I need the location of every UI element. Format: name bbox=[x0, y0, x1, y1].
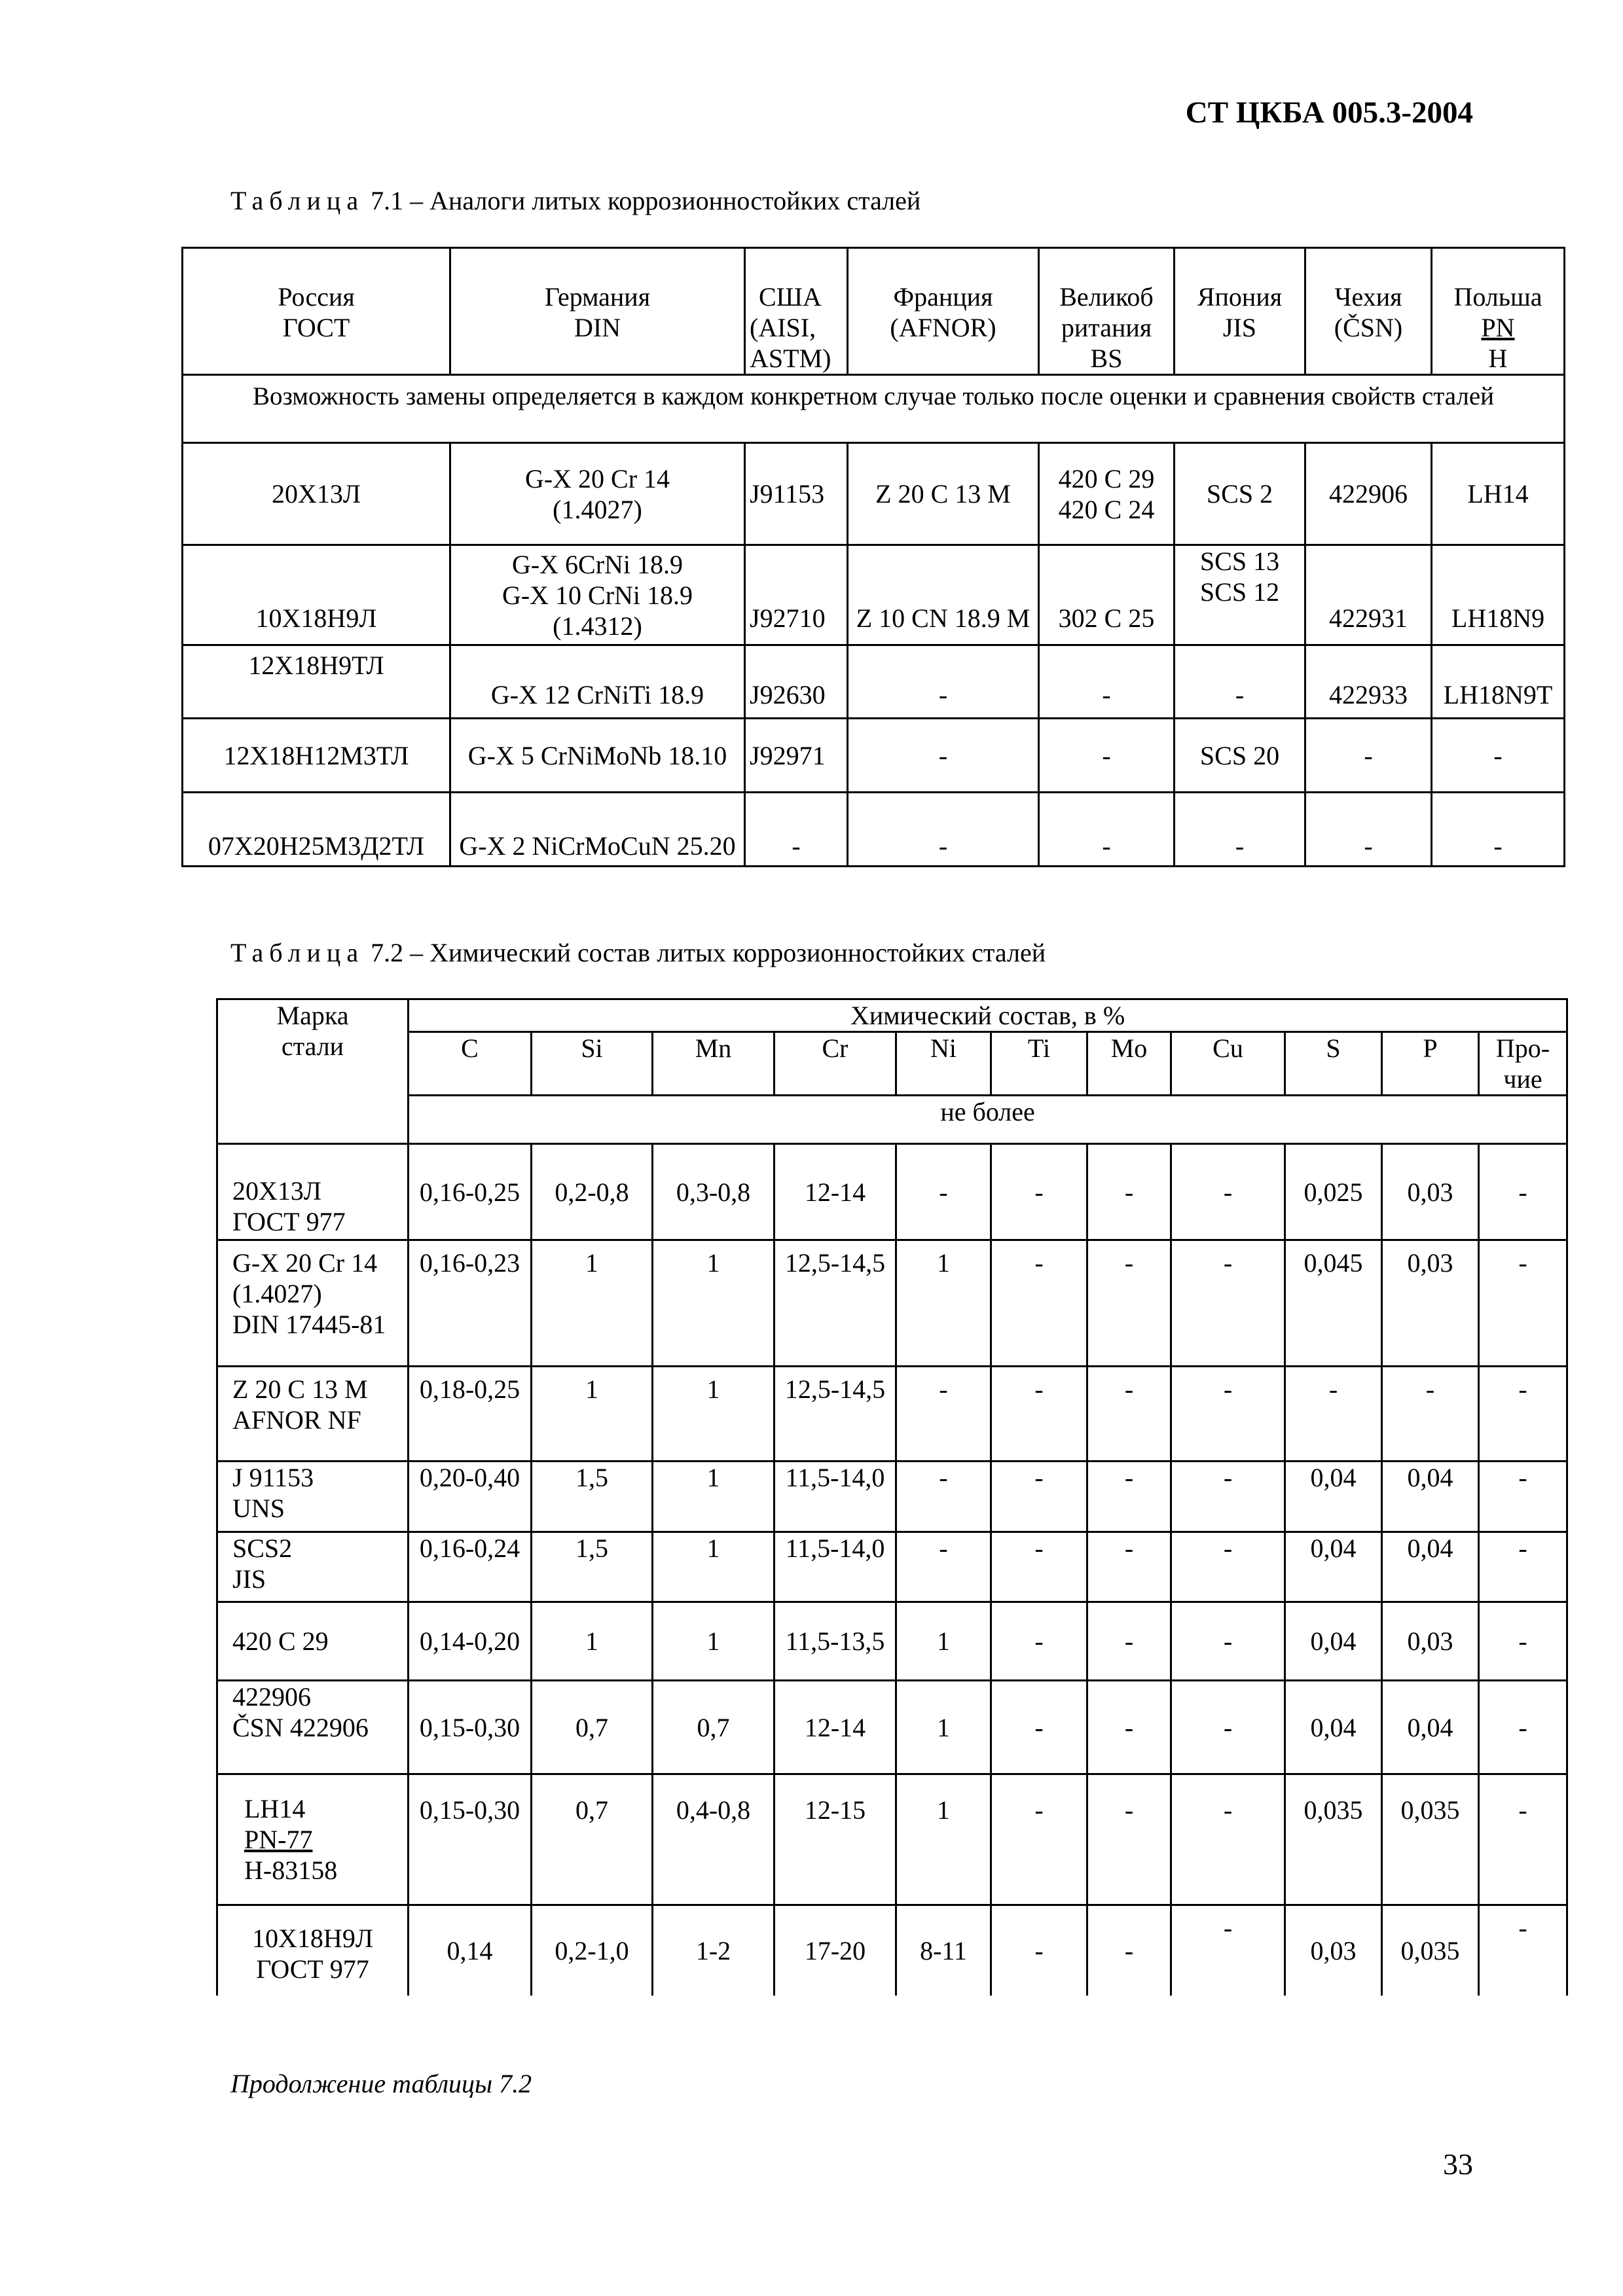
continuation-note: Продолжение таблицы 7.2 bbox=[230, 2069, 532, 2098]
table-row: 12Х18Н12М3ТЛ G-X 5 CrNiMoNb 18.10 J92971 - - SCS 20 - - bbox=[183, 719, 1565, 793]
table-note-row bbox=[183, 375, 1565, 443]
header-usa: США (AISI, ASTM) bbox=[745, 248, 848, 375]
header-poland: Польша PN H bbox=[1432, 248, 1565, 375]
element-mo: Mo bbox=[1087, 1032, 1171, 1096]
header-czech: Чехия (ČSN) bbox=[1305, 248, 1432, 375]
element-cr: Cr bbox=[775, 1032, 896, 1096]
table-row: 420 C 29 0,14-0,20 1 1 11,5-13,5 1 - - - 0,04 0,03 - bbox=[217, 1602, 1567, 1681]
element-mn: Mn bbox=[653, 1032, 775, 1096]
element-other: Про- чие bbox=[1479, 1032, 1567, 1096]
table-row: 10Х18Н9Л G-X 6CrNi 18.9 G-X 10 CrNi 18.9 (1.4312) J92710 Z 10 CN 18.9 M 302 C 25 SCS 13 SCS 12 422931 LH18N9 bbox=[183, 545, 1565, 645]
table-7-2-caption bbox=[230, 937, 1046, 968]
element-si: Si bbox=[532, 1032, 653, 1096]
not-more-label: не более bbox=[409, 1096, 1567, 1144]
limit-row bbox=[217, 1096, 1567, 1144]
composition-header: Химический состав, в % bbox=[409, 999, 1567, 1032]
document-code: СТ ЦКБА 005.3-2004 bbox=[1185, 96, 1473, 130]
header-russia: Россия ГОСТ bbox=[183, 248, 450, 375]
element-c: C bbox=[409, 1032, 532, 1096]
element-ti: Ti bbox=[991, 1032, 1087, 1096]
analogues-table bbox=[181, 247, 1565, 867]
table-header-row bbox=[183, 248, 1565, 375]
table-7-1-caption bbox=[230, 185, 921, 216]
table-row: 10Х18Н9Л ГОСТ 977 0,14 0,2-1,0 1-2 17-20 8-11 - - - 0,03 0,035 - bbox=[217, 1905, 1567, 1996]
table-row: G-X 20 Cr 14 (1.4027) DIN 17445-81 0,16-0,23 1 1 12,5-14,5 1 - - - 0,045 0,03 - bbox=[217, 1240, 1567, 1367]
caption-word: Таблица bbox=[230, 186, 365, 215]
table-row: 07Х20Н25М3Д2ТЛ G-X 2 NiCrMoCuN 25.20 - - - - - - bbox=[183, 793, 1565, 867]
caption-word: Таблица bbox=[230, 938, 365, 967]
table-row: 422906 ČSN 422906 0,15-0,30 0,7 0,7 12-14 1 - - - 0,04 0,04 - bbox=[217, 1681, 1567, 1774]
header-germany: Германия DIN bbox=[450, 248, 745, 375]
table-row: SCS2 JIS 0,16-0,24 1,5 1 11,5-14,0 - - - - 0,04 0,04 - bbox=[217, 1532, 1567, 1602]
caption-text: 7.2 – Химический состав литых коррозионностойких сталей bbox=[364, 938, 1046, 967]
table-row: 20Х13Л G-X 20 Cr 14 (1.4027) J91153 Z 20 C 13 M 420 C 29 420 C 24 SCS 2 422906 LH14 bbox=[183, 443, 1565, 545]
table-row: 20Х13Л ГОСТ 977 0,16-0,25 0,2-0,8 0,3-0,8 12-14 - - - - 0,025 0,03 - bbox=[217, 1144, 1567, 1240]
grade-header: Марка стали bbox=[217, 999, 409, 1144]
caption-text: 7.1 – Аналоги литых коррозионностойких сталей bbox=[364, 186, 921, 215]
elements-header-row bbox=[217, 1032, 1567, 1096]
table-header-row bbox=[217, 999, 1567, 1032]
element-cu: Cu bbox=[1171, 1032, 1285, 1096]
table-row: LH14 PN-77 H-83158 0,15-0,30 0,7 0,4-0,8 12-15 1 - - - 0,035 0,035 - bbox=[217, 1774, 1567, 1905]
page-number: 33 bbox=[1443, 2147, 1473, 2181]
header-uk: Великоб ритания BS bbox=[1039, 248, 1175, 375]
table-row: 12Х18Н9ТЛ G-X 12 CrNiTi 18.9 J92630 - - - 422933 LH18N9T bbox=[183, 645, 1565, 719]
element-p: P bbox=[1382, 1032, 1479, 1096]
header-japan: Япония JIS bbox=[1175, 248, 1305, 375]
table-row: Z 20 C 13 M AFNOR NF 0,18-0,25 1 1 12,5-14,5 - - - - - - - bbox=[217, 1367, 1567, 1462]
chemical-composition-table bbox=[216, 998, 1568, 1996]
header-france: Франция (AFNOR) bbox=[848, 248, 1039, 375]
element-s: S bbox=[1285, 1032, 1382, 1096]
table-row: J 91153 UNS 0,20-0,40 1,5 1 11,5-14,0 - - - - 0,04 0,04 - bbox=[217, 1462, 1567, 1532]
replacement-note: Возможность замены определяется в каждом конкретном случае только после оценки и сравнения свойств сталей bbox=[183, 375, 1565, 443]
element-ni: Ni bbox=[896, 1032, 991, 1096]
